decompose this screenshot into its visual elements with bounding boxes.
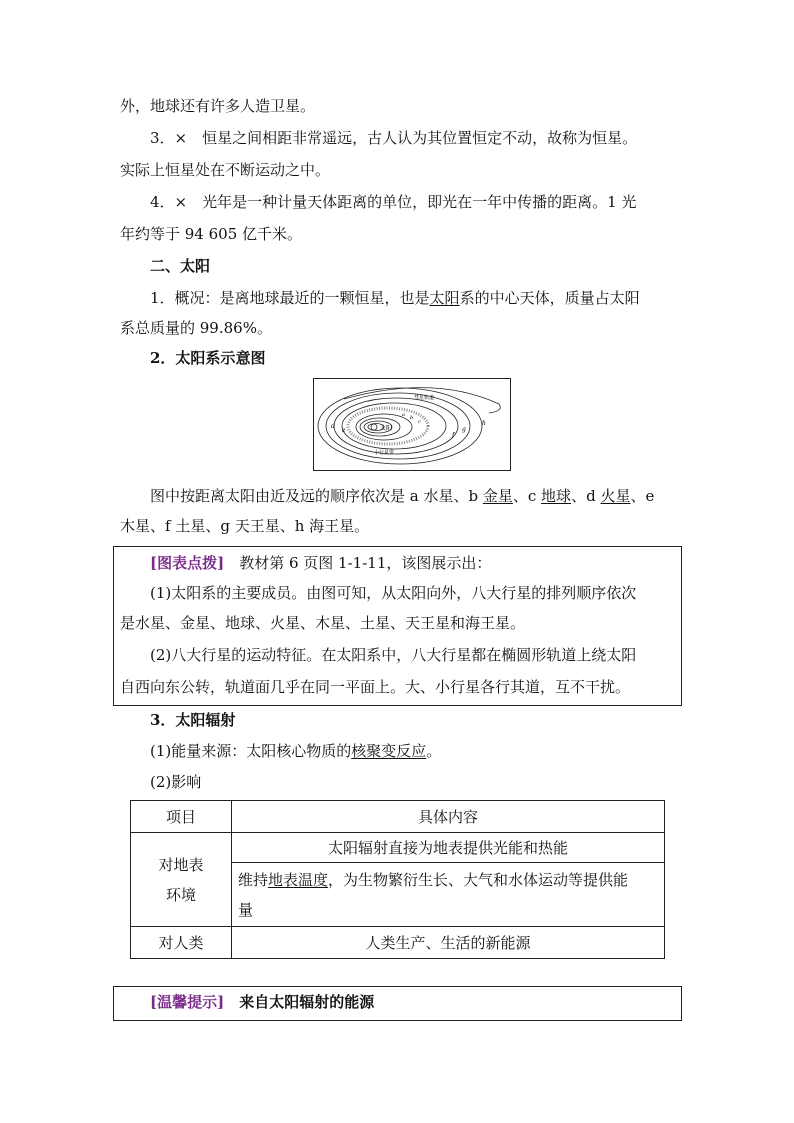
tip-tag: [温馨提示]: [150, 993, 225, 1011]
table-cell: 维持地表温度，为生物繁衍生长、大气和水体运动等提供能 量: [232, 863, 665, 927]
planet-letter: a: [402, 412, 405, 418]
overview-line: 1．概况：是离地球最近的一颗恒星，也是太阳系的中心天体，质量占太阳: [150, 289, 640, 307]
planet-letter: c: [418, 419, 421, 425]
planet-letter: b: [410, 415, 414, 421]
radiation-table: [130, 800, 665, 959]
orbit-e: [342, 403, 446, 449]
orbit-f: [334, 398, 458, 454]
table-row-label: 对人类: [131, 927, 232, 959]
energy-line: (1)能量来源：太阳核心物质的核聚变反应。: [150, 742, 442, 760]
note-text: (2)八大行星的运动特征。在太阳系中，八大行星都在椭圆形轨道上绕太阳: [150, 646, 637, 664]
text-line: 3．× 恒星之间相距非常遥远，古人认为其位置恒定不动，故称为恒星。: [150, 129, 638, 147]
text-line: 年约等于 94 605 亿千米。: [120, 225, 303, 243]
text-line: 外，地球还有许多人造卫星。: [120, 97, 316, 115]
planet-letter: e: [342, 427, 346, 434]
tip-line: [温馨提示] 来自太阳辐射的能源: [150, 993, 375, 1011]
solar-system-diagram: [313, 378, 511, 471]
planet-letter: h: [482, 420, 486, 427]
subheading: 2．太阳系示意图: [150, 349, 266, 367]
text-line: 4．× 光年是一种计量天体距离的单位，即光在一年中传播的距离。1 光: [150, 193, 637, 211]
table-cell: 太阳辐射直接为地表提供光能和热能: [232, 833, 665, 863]
planet-letter: g: [462, 426, 466, 433]
solar-system-svg: [314, 379, 510, 470]
table-header: 项目: [131, 801, 232, 833]
asteroid-label: 小行星带: [374, 450, 395, 456]
text-line: 实际上恒星处在不断运动之中。: [120, 161, 331, 179]
subheading: 3．太阳辐射: [150, 711, 236, 729]
planet-letter: f: [452, 432, 455, 439]
table-row-label: 对地表 环境: [131, 833, 232, 927]
table-cell: 人类生产、生活的新能源: [232, 927, 665, 959]
note-text: 自西向东公转，轨道面几乎在同一平面上。大、小行星各行其道，互不干扰。: [120, 678, 631, 696]
note-tag: [图表点拨]: [150, 554, 225, 572]
note-text: (1)太阳系的主要成员。由图可知，从太阳向外，八大行星的排列顺序依次: [150, 584, 637, 602]
order-line: 图中按距离太阳由近及远的顺序依次是 a 水星、b 金星、c 地球、d 火星、e: [150, 487, 655, 505]
note-head: [图表点拨] 教材第 6 页图 1-1-11，该图展示出：: [150, 554, 492, 572]
text-line: 木星、f 土星、g 天王星、h 海王星。: [120, 517, 370, 535]
table-header: 具体内容: [232, 801, 665, 833]
planet-letter: d: [331, 423, 335, 430]
text-line: 系总质量的 99.86%。: [120, 319, 272, 337]
underlined-term: 太阳: [429, 289, 460, 307]
section-heading: 二、太阳: [150, 257, 211, 275]
sun-label: 太阳: [380, 425, 393, 432]
text-line: (2)影响: [150, 773, 202, 791]
note-text: 是水星、金星、地球、火星、木星、土星、天王星和海王星。: [120, 614, 526, 632]
comet-label: 彗星轨道: [414, 395, 435, 401]
sun-icon: [371, 424, 377, 430]
